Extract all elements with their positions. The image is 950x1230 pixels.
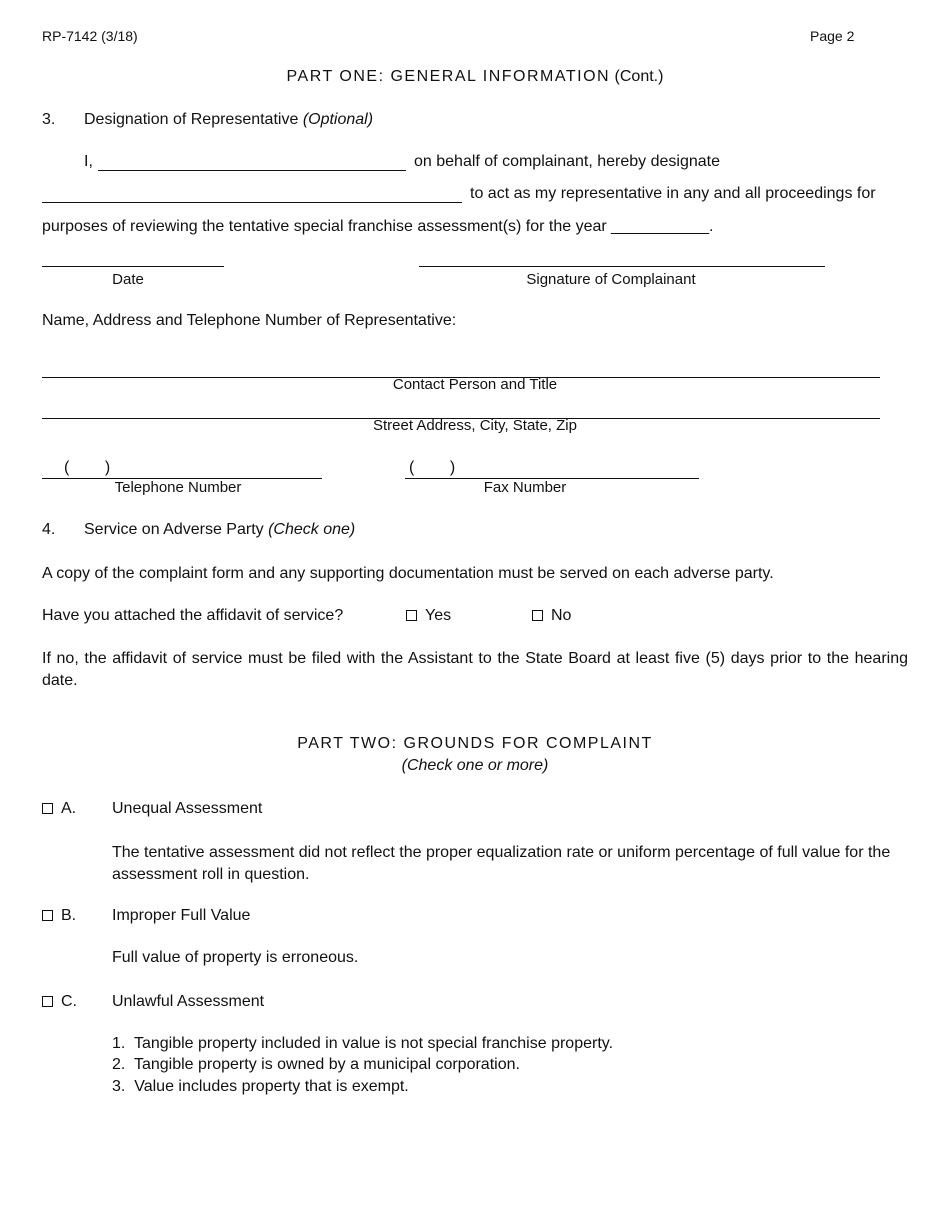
fax-label: Fax Number (483, 479, 567, 496)
ground-a-title: Unequal Assessment (112, 800, 263, 817)
telephone-label: Telephone Number (114, 479, 242, 496)
section-3-heading: Designation of Representative (Optional) (84, 111, 374, 128)
affidavit-no-option[interactable]: No (532, 607, 571, 625)
date-field[interactable] (42, 266, 224, 267)
ground-b-option[interactable]: B. (42, 907, 76, 925)
contact-person-label: Contact Person and Title (392, 376, 558, 393)
ground-c-item: 2. Tangible property is owned by a municipal corporation. (112, 1056, 520, 1073)
affidavit-question: Have you attached the affidavit of service? (42, 607, 344, 624)
designation-line3-text: purposes of reviewing the tentative special franchise assessment(s) for the year ___________. (42, 218, 714, 235)
no-checkbox[interactable] (532, 610, 543, 621)
ground-c-checkbox[interactable] (42, 996, 53, 1007)
affidavit-yes-option[interactable]: Yes (406, 607, 451, 625)
form-id: RP-7142 (3/18) (42, 28, 138, 44)
representative-designator-field[interactable] (98, 170, 406, 171)
street-address-label: Street Address, City, State, Zip (373, 417, 577, 434)
part-one-title: PART ONE: GENERAL INFORMATION (Cont.) (286, 68, 664, 85)
yes-checkbox[interactable] (406, 610, 417, 621)
ground-c-option[interactable]: C. (42, 993, 77, 1011)
designation-prefix: I, (84, 153, 93, 170)
ground-c-item: 3. Value includes property that is exempt. (112, 1078, 409, 1095)
section-3-number: 3. (42, 111, 56, 128)
ground-a-text: The tentative assessment did not reflect the proper equalization rate or uniform percentage of full value for the assessment roll in question. (112, 844, 891, 883)
ground-b-title: Improper Full Value (112, 907, 251, 924)
section-4-heading: Service on Adverse Party (Check one) (84, 521, 356, 538)
representative-name-field[interactable] (42, 202, 462, 203)
if-no-text: If no, the affidavit of service must be filed with the Assistant to the State Board at least five (5) days prior to the hearing date. (42, 650, 908, 689)
ground-a-checkbox[interactable] (42, 803, 53, 814)
part-two-title: PART TWO: GROUNDS FOR COMPLAINT (297, 735, 653, 752)
section-4-number: 4. (42, 521, 56, 538)
fax-parens: ( ) (409, 459, 456, 476)
ground-b-text: Full value of property is erroneous. (112, 949, 359, 966)
ground-c-item: 1. Tangible property included in value is not special franchise property. (112, 1035, 614, 1052)
page-number: Page 2 (810, 28, 855, 44)
designation-line2-text: to act as my representative in any and all proceedings for (470, 185, 876, 202)
part-two-subtitle: (Check one or more) (401, 757, 549, 774)
copy-requirement-text: A copy of the complaint form and any supporting documentation must be served on each adverse party. (42, 565, 774, 582)
phone-parens: ( ) (64, 459, 111, 476)
signature-label: Signature of Complainant (526, 271, 696, 288)
rep-info-label: Name, Address and Telephone Number of Representative: (42, 312, 457, 329)
ground-a-option[interactable]: A. (42, 800, 76, 818)
date-label: Date (112, 271, 144, 288)
ground-c-title: Unlawful Assessment (112, 993, 265, 1010)
signature-field[interactable] (419, 266, 825, 267)
designation-line1-text: on behalf of complainant, hereby designate (414, 153, 720, 170)
ground-b-checkbox[interactable] (42, 910, 53, 921)
